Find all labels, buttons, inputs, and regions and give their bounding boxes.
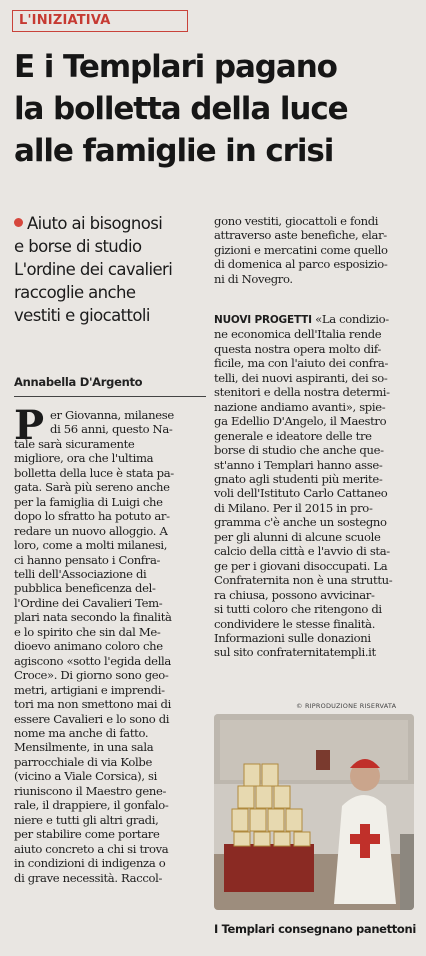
body-line: stenitori e della nostra determi- [214,385,390,400]
summary-line: e borse di studio [14,237,142,256]
body-line: st'anno i Templari hanno asse- [214,457,383,472]
body-line: agiscono «sotto l'egida della [14,653,171,668]
photo [214,714,414,910]
body-lines [214,327,414,659]
body-line: questa nostra opera molto dif- [214,341,381,356]
body-line: si tutti coloro che ritengono di [214,602,382,617]
headline [14,46,416,172]
body-line: calcio della città e l'avvio di sta- [214,544,390,559]
body-line: e lo spirito che sin dal Me- [14,624,161,639]
body-line: attraverso aste benefiche, elar- [214,228,387,243]
body-line: per la famiglia di Luigi che [14,494,163,509]
body-lines [214,214,414,286]
body-line: di 56 anni, questo Na- [50,422,173,437]
body-line: l'Ordine dei Cavalieri Tem- [14,595,163,610]
body-line: ficile, ma con l'aiuto dei confra- [214,356,389,371]
body-line: niere e tutti gli altri gradi, [14,812,159,827]
body-line: gizioni e mercatini come quello [214,242,388,257]
body-line: gata. Sarà più sereno anche [14,480,170,495]
body-line: di Milano. Per il 2015 in pro- [214,500,373,515]
body-line: ni di Novegro. [214,271,293,286]
body-line: plari nata secondo la finalità [14,610,172,625]
summary-line: L'ordine dei cavalieri [14,260,173,279]
body-line: rale, il drappiere, il gonfalo- [14,798,169,813]
body-line: loro, come a molti milanesi, [14,538,168,553]
body-line: essere Cavalieri e lo sono di [14,711,170,726]
copyright-notice: © RIPRODUZIONE RISERVATA [296,702,397,710]
body-line: telli, dei nuovi aspiranti, dei so- [214,370,388,385]
body-line: Informazioni sulle donazioni [214,630,371,645]
body-line: ci hanno pensato i Confra- [14,552,161,567]
body-line: gono vestiti, giocattoli e fondi [214,214,379,228]
body-line: aiuto concreto a chi si trova [14,841,169,856]
body-line: bolletta della luce è stata pa- [14,465,174,480]
body-line: gramma c'è anche un sostegno [214,515,387,530]
divider [14,396,206,397]
body-line: gnato agli studenti più merite- [214,471,383,486]
body-line: redare un nuovo alloggio. A [14,523,168,538]
paragraph-lead-line: NUOVI PROGETTI «La condizio- [214,312,389,326]
body-line: er Giovanna, milanese [50,408,174,422]
body-line: Croce». Di giorno sono geo- [14,668,169,683]
body-line: condividere le stesse finalità. [214,616,376,631]
body-line: dioevo animano coloro che [14,639,163,654]
summary-line: raccoglie anche [14,283,136,302]
body-line: parrocchiale di via Kolbe [14,754,152,769]
drop-cap: P [14,402,45,449]
bullet-icon [14,218,23,227]
body-line: nazione andiamo avanti», spie- [214,399,386,414]
body-line: telli dell'Associazione di [14,566,147,581]
body-line: tori ma non smettono mai di [14,697,171,712]
body-line: tale sarà sicuramente [14,436,135,451]
body-line: borse di studio che anche que- [214,443,384,458]
body-line: (vicino a Viale Corsica), si [14,769,157,784]
body-line: generale e ideatore delle tre [214,428,372,443]
body-line: ge per i giovani disoccupati. La [214,558,388,573]
body-line: di grave necessità. Raccol- [14,870,163,885]
body-line: di domenica al parco esposizio- [214,257,388,272]
summary-line: Aiuto ai bisognosi [14,212,206,235]
body-line: riuniscono il Maestro gene- [14,783,167,798]
photo-caption: I Templari consegnano panettoni [214,922,416,936]
body-line: ra chiusa, possono avvicinar- [214,587,375,602]
byline: Annabella D'Argento [14,375,143,389]
body-line: sul sito confraternitatempli.it [214,645,376,660]
body-line: nome ma anche di fatto. [14,725,149,740]
body-column-right-top [214,214,414,286]
headline-line: alle famiglie in crisi [14,133,334,169]
summary-line: vestiti e giocattoli [14,306,150,325]
body-line: per stabilire come portare [14,827,160,842]
subhead: NUOVI PROGETTI [214,314,312,326]
body-line: ga Edellio D'Angelo, il Maestro [214,414,387,429]
body-line: in condizioni di indigenza o [14,856,166,871]
body-line: per gli alunni di alcune scuole [214,529,381,544]
body-line: voli dell'Istituto Carlo Cattaneo [214,486,388,501]
body-line: metri, artigiani e imprendi- [14,682,165,697]
body-line: pubblica beneficenza del- [14,581,156,596]
body-column-right [214,312,414,660]
body-column-left [14,402,206,885]
summary [14,212,206,327]
headline-line: E i Templari pagano [14,49,337,85]
body-line: ne economica dell'Italia rende [214,327,382,342]
body-line: Mensilmente, in una sala [14,740,154,755]
photo-illustration [214,714,414,910]
headline-line: la bolletta della luce [14,91,348,127]
body-lines [14,402,206,885]
section-kicker: L'INIZIATIVA [12,10,188,32]
body-line: migliore, ora che l'ultima [14,451,154,466]
body-line: dopo lo sfratto ha potuto ar- [14,509,170,524]
body-line: Confraternita non è una struttu- [214,573,393,588]
